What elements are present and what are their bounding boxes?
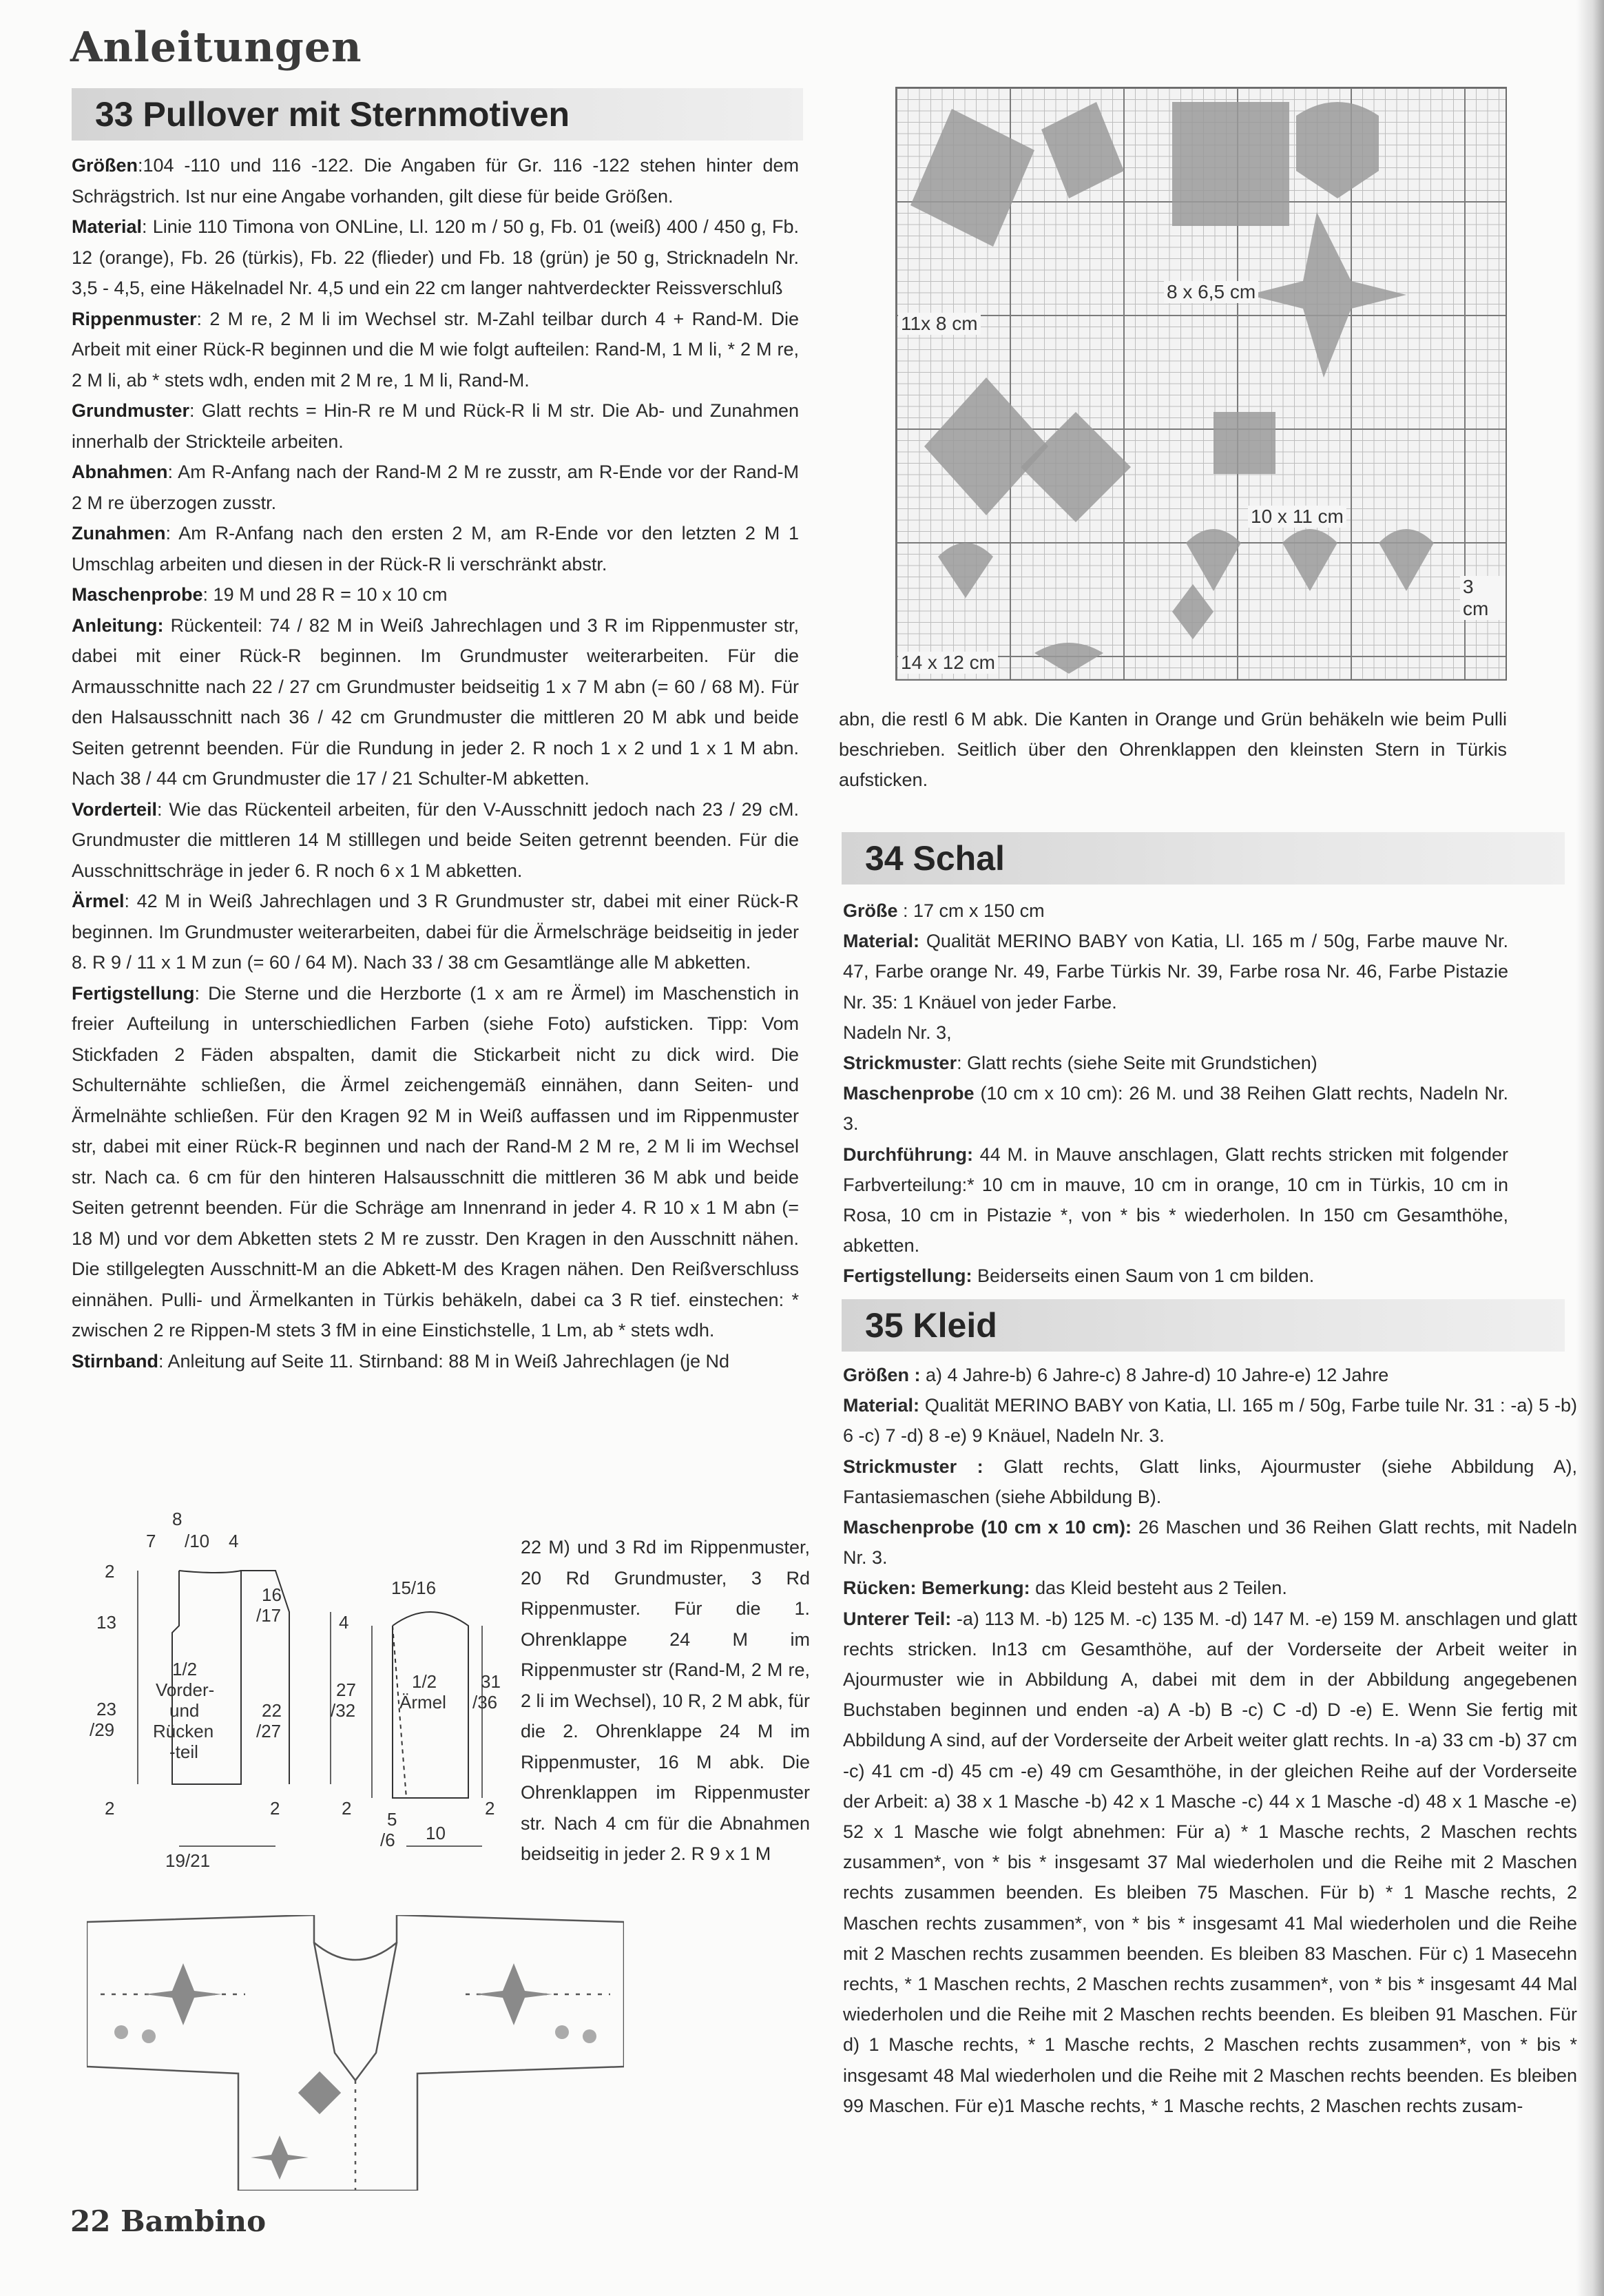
- s35-keyword: Unterer Teil:: [843, 1608, 952, 1629]
- s35-keyword: Strickmuster :: [843, 1456, 983, 1477]
- s34-body: Nadeln Nr. 3,: [843, 1022, 952, 1043]
- s33-keyword: Zunahmen: [72, 523, 166, 544]
- sch-sleeve-5: 5: [387, 1809, 397, 1830]
- sch-sleeve-4: 4: [339, 1612, 349, 1633]
- s33-paragraph: [72, 1346, 799, 1377]
- s35-paragraph: [843, 1512, 1577, 1573]
- sch-sleeve-2b: 2: [485, 1798, 495, 1819]
- s33-body: : Am R-Anfang nach den ersten 2 M, am R-Ende vor den letzten 2 M 1 Umschlag arbeiten und diesen in der Rück-R li verschränkt abstr.: [72, 523, 799, 575]
- sch-label-16: 16: [262, 1584, 282, 1605]
- sch-sleeve-15-16: 15/16: [391, 1578, 437, 1598]
- sch-label-2b: 2: [105, 1798, 115, 1819]
- chart-grid: [897, 88, 1506, 679]
- s35-keyword: Größen :: [843, 1365, 921, 1385]
- s33-keyword: Abnahmen: [72, 462, 168, 482]
- s35-body: -a) 113 M. -b) 125 M. -c) 135 M. -d) 147 M. -e) 159 M. anschlagen und glatt rechts stricken. In13 cm Gesamthöhe, auf der Vorderseite der Arbeit weiter in Ajourmuster wie in Abbildung A, dabei mit dem in der Abbildung angegebenen Buchstaben beginnen und enden -a) A -b) B -c) C -d) D -e) E. Wenn Sie fertig mit Abbildung A sind, auf der Vorderseite der Arbeit weiter glatt rechts. In -a) 33 cm -b) 37 cm -c) 41 cm -d) 45 cm -e) 49 cm Gesamthöhe, in der gleichen Reihe auf der Vorderseite der Arbeit: a) 38 x 1 Masche -b) 42 x 1 Masche -c) 44 x 1 Masche -d) 48 x 1 Masche -e) 52 x 1 Masche wie folgt abnehmen: Für a) * 1 Masche rechts, 2 Maschen rechts zusammen*, von * bis * insgesamt 37 Mal wiederholen und die Reihe mit 2 Maschen rechts zusammen beenden. Es bleiben 75 Maschen. Für b) * 1 Masche rechts, 2 Maschen rechts zusammen*, von * bis * insgesamt 41 Mal wiederholen und die Reihe mit 2 Maschen rechts zusammen beenden. Es bleiben 83 Maschen. Für c) 1 Masecehn rechts, * 1 Maschen rechts, 2 Maschen rechts zusammen*, von * bis * insgesamt 44 Mal wiederholen und die Reihe mit 2 Maschen rechts beenden. Es bleiben 91 Maschen. Für d) 1 Masche rechts, * 1 Masche rechts, 2 Maschen rechts zusammen*, von * bis * insgesamt 48 Mal wiederholen und die Reihe mit 2 Maschen rechts beenden. Es bleiben 99 Maschen. Für e)1 Masche rechts, * 1 Masche rechts, 2 Maschen rechts zusam-: [843, 1608, 1578, 2116]
- sch-sleeve-2a: 2: [342, 1798, 352, 1819]
- sch-label-29: /29: [90, 1719, 115, 1740]
- s33-body: : 2 M re, 2 M li im Wechsel str. M-Zahl teilbar durch 4 + Rand-M. Die Arbeit mit einer Rück-R beginnen und die M wie folgt aufteilen: Rand-M, 1 M li, * 2 M re, 2 M li, ab * stets wdh, enden mit 2 M re, 1 M li, Rand-M.: [72, 308, 799, 391]
- chart-motif-shape: [1186, 529, 1241, 591]
- s33-paragraph: [72, 518, 799, 579]
- s35-body: das Kleid besteht aus 2 Teilen.: [1030, 1578, 1287, 1599]
- chart-label-11x8: 11x 8 cm: [898, 313, 981, 335]
- s35-body: 26 Maschen und 36 Reihen Glatt rechts, mit Nadeln Nr. 3.: [843, 1517, 1577, 1569]
- s34-paragraph: [843, 926, 1508, 1017]
- s35-paragraph: [843, 1451, 1577, 1512]
- s34-body: : Glatt rechts (siehe Seite mit Grundstichen): [957, 1053, 1317, 1074]
- s34-keyword: Größe: [843, 900, 898, 921]
- sch-label-13: 13: [96, 1612, 116, 1633]
- s34-keyword: Durchführung:: [843, 1144, 973, 1165]
- sch-label-half: 1/2: [172, 1659, 198, 1679]
- sch-label-17: /17: [256, 1605, 282, 1626]
- sch-label-vorder: Vorder-: [156, 1679, 215, 1700]
- s33-body: : Am R-Anfang nach der Rand-M 2 M re zusstr, am R-Ende vor der Rand-M 2 M re überzogen zusstr.: [72, 462, 799, 513]
- sch-sleeve-half: 1/2: [412, 1671, 437, 1692]
- sch-label-7: 7: [146, 1531, 156, 1551]
- sch-label-ruecken: Rücken: [153, 1721, 214, 1741]
- sch-label-23: 23: [96, 1699, 116, 1719]
- s35-body: a) 4 Jahre-b) 6 Jahre-c) 8 Jahre-d) 10 Jahre-e) 12 Jahre: [920, 1365, 1389, 1385]
- s33-paragraph: [72, 886, 799, 978]
- sch-label-teil: -teil: [169, 1741, 198, 1762]
- chart-motif-shape: [910, 109, 1034, 247]
- star-motif-chart: [895, 87, 1507, 681]
- s33-body: : Anleitung auf Seite 11. Stirnband: 88 M in Weiß Jahrechlagen (je Nd: [158, 1350, 729, 1372]
- sch-label-10: /10: [185, 1531, 210, 1551]
- chart-motif-shape: [1296, 102, 1379, 198]
- chart-motif-shape: [1172, 584, 1214, 639]
- sch-sleeve-31: 31: [481, 1671, 501, 1692]
- s33-keyword: Material: [72, 216, 143, 237]
- section-34-heading: 34 Schal: [842, 832, 1565, 885]
- pattern-schematic: [69, 1509, 799, 1908]
- s33-keyword: Größen: [72, 155, 138, 176]
- s33-keyword: Anleitung:: [72, 614, 164, 636]
- page-title: Anleitungen: [70, 23, 362, 72]
- s34-body: 44 M. in Mauve anschlagen, Glatt rechts stricken mit folgender Farbverteilung:* 10 cm in mauve, 10 cm in orange, 10 cm in Türkis, 10 cm in Rosa, 10 cm in Pistazie *, von * bis * wiederholen. In 150 cm Gesamthöhe, abketten.: [843, 1144, 1508, 1256]
- s35-body: Qualität MERINO BABY von Katia, Ll. 165 m / 50g, Farbe tuile Nr. 31 : -a) 5 -b) 6 -c) 7 -d) 8 -e) 9 Knäuel, Nadeln Nr. 3.: [843, 1395, 1577, 1447]
- sch-sleeve-27: 27: [336, 1679, 356, 1700]
- s35-keyword: Material:: [843, 1395, 920, 1416]
- sch-sleeve-aermel: Ärmel: [399, 1692, 446, 1713]
- chart-label-14x12: 14 x 12 cm: [898, 652, 998, 674]
- s35-keyword: Rücken: Bemerkung:: [843, 1578, 1030, 1599]
- s33-body: : 42 M in Weiß Jahrechlagen und 3 R Grundmuster str, dabei mit einer Rück-R beginnen. Im Grundmuster weiterarbeiten, dabei für die Ärmelschräge beidseitig in jeder 8. R 9 / 11 x 1 M zun (= 60 / 64 M). Nach 33 / 38 cm Gesamtlänge alle M abketten.: [72, 891, 799, 973]
- s33-paragraph: [72, 978, 799, 1346]
- s35-paragraph: [843, 1573, 1577, 1603]
- s33-keyword: Grundmuster: [72, 400, 190, 421]
- s33-paragraph: [72, 150, 799, 211]
- chart-motif-shape: [938, 543, 993, 598]
- s35-body: Glatt rechts, Glatt links, Ajourmuster (siehe Abbildung A), Fantasiemaschen (siehe Abbildung B).: [843, 1456, 1577, 1507]
- s33-paragraph: [72, 211, 799, 304]
- sch-sleeve-10: 10: [426, 1823, 446, 1843]
- s33-body: : Wie das Rückenteil arbeiten, für den V-Ausschnitt jedoch nach 23 / 29 cM. Grundmuster die mittleren 14 M stilllegen und beide Seiten getrennt beenden. Für die Ausschnittschräge in jeder 6. R noch 6 x 1 M abketten.: [72, 798, 799, 881]
- chart-label-8x6-5: 8 x 6,5 cm: [1164, 281, 1258, 303]
- s33-keyword: Fertigstellung: [72, 982, 195, 1004]
- s33-paragraph: [72, 304, 799, 396]
- sch-sleeve-36: /36: [472, 1692, 498, 1713]
- s33-keyword: Ärmel: [72, 891, 125, 911]
- s33-body: : Die Sterne und die Herzborte (1 x am re Ärmel) im Maschenstich in freier Aufteilung in unterschiedlichen Farben (siehe Foto) aufsticken. Tipp: Vom Stickfaden 2 Fäden abspalten, damit die Stickarbeit nicht zu dick wird. Die Schulternähte schließen, die Ärmel zeichengemäß einnähen, dann Seiten- und Ärmelnähte schließen. Für den Kragen 92 M in Weiß auffassen und im Rippenmuster str, dabei mit einer Rück-R beginnen und nach der Rand-M 2 M re, 2 M li im Wechsel str. Nach ca. 6 cm für den hinteren Halsausschnitt die mittleren 36 M abk und beide Seiten getrennt beenden. Für die Schräge am Innenrand in jeder 4. R 10 x 1 M abn (= 18 M) und vor dem Abketten stets 2 M re zusstr. Den Kragen in den Ausschnitt nähen. Die stillgelegten Ausschnitt-M an die Abkett-M des Kragen nähen. Den Reißverschluss einnähen. Pulli- und Ärmelkanten in Türkis behäkeln, dabei ca 3 R tief. einstechen: * zwischen 2 re Rippen-M stets 3 fM in eine Einstichstelle, 1 Lm, ab * stets wdh.: [72, 982, 799, 1341]
- s33-keyword: Stirnband: [72, 1350, 158, 1372]
- sch-label-2a: 2: [105, 1561, 115, 1582]
- right-cont-text: abn, die restl 6 M abk. Die Kanten in Orange und Grün behäkeln wie beim Pulli beschrieben. Seitlich über den Ohrenklappen den kleinsten Stern in Türkis aufsticken.: [839, 709, 1507, 791]
- stirnband-cont-text: 22 M) und 3 Rd im Rippenmuster, 20 Rd Grundmuster, 3 Rd Rippenmuster. Für die 1. Ohrenklappe 24 M im Rippenmuster str (Rand-M, 2 M re, 2 li im Wechsel), 10 R, 2 M abk, für die 2. Ohrenklappe 24 M im Rippenmuster, 16 M abk. Die Ohrenklappen im Rippenmuster str. Nach 4 cm für die Abnahmen beidseitig in jeder 2. R 9 x 1 M: [521, 1537, 810, 1864]
- page-edge-shadow: [1576, 0, 1604, 2296]
- s34-paragraph: [843, 1017, 1508, 1048]
- s33-body: : Linie 110 Timona von ONLine, Ll. 120 m / 50 g, Fb. 01 (weiß) 400 / 450 g, Fb. 12 (orange), Fb. 26 (türkis), Fb. 22 (flieder) und Fb. 18 (grün) je 50 g, Stricknadeln Nr. 3,5 - 4,5, eine Häkelnadel Nr. 4,5 und ein 22 cm langer nahtverdeckter Reissverschluß: [72, 216, 799, 298]
- s34-paragraph: [843, 1139, 1508, 1261]
- sch-label-19-21: 19/21: [165, 1850, 211, 1871]
- sweater-illustration: [87, 1915, 624, 2191]
- s33-keyword: Maschenprobe: [72, 584, 203, 605]
- section-33-right-cont: [839, 704, 1507, 796]
- s35-paragraph: [843, 1390, 1577, 1451]
- s35-paragraph: [843, 1604, 1577, 2121]
- section-35-heading: 35 Kleid: [842, 1299, 1565, 1352]
- s35-paragraph: [843, 1360, 1577, 1390]
- sch-label-und: und: [169, 1700, 200, 1721]
- page-footer: 22 Bambino: [70, 2204, 267, 2238]
- chart-motif-shape: [1214, 412, 1275, 474]
- s34-keyword: Maschenprobe: [843, 1083, 975, 1104]
- s34-body: : 17 cm x 150 cm: [897, 900, 1045, 921]
- s34-body: Beiderseits einen Saum von 1 cm bilden.: [972, 1265, 1315, 1287]
- s35-keyword: Maschenprobe (10 cm x 10 cm):: [843, 1517, 1132, 1538]
- s34-body: Qualität MERINO BABY von Katia, Ll. 165 m / 50g, Farbe mauve Nr. 47, Farbe orange Nr. 49, Farbe Türkis Nr. 39, Farbe rosa Nr. 46, Farbe Pistazie Nr. 35: 1 Knäuel von jeder Farbe.: [843, 931, 1508, 1013]
- s34-paragraph: [843, 1078, 1508, 1139]
- s33-keyword: Rippenmuster: [72, 308, 197, 329]
- sch-label-2c: 2: [270, 1798, 280, 1819]
- s34-paragraph: [843, 896, 1508, 926]
- s33-paragraph: [72, 610, 799, 794]
- s33-body: Rückenteil: 74 / 82 M in Weiß Jahrechlagen und 3 R im Rippenmuster str, dabei mit einer Rück-R beginnen. Im Grundmuster weiterarbeiten. Für die Armausschnitte nach 22 / 27 cm Grundmuster beidseitig 1 x 7 M abn (= 60 / 68 M). Für den Halsausschnitt nach 36 / 42 cm Grundmuster die mittleren 20 M abk und beide Seiten getrennt beenden. Für die Rundung in jeder 2. R noch 1 x 2 und 1 x 1 M abn. Nach 38 / 44 cm Grundmuster die 17 / 21 Schulter-M abketten.: [72, 614, 799, 789]
- s34-body: (10 cm x 10 cm): 26 M. und 38 Reihen Glatt rechts, Nadeln Nr. 3.: [843, 1083, 1508, 1135]
- chart-motif-shape: [924, 378, 1048, 515]
- s33-paragraph: [72, 579, 799, 610]
- chart-motif-shape: [1379, 529, 1434, 591]
- s34-paragraph: [843, 1261, 1508, 1291]
- s33-paragraph: [72, 457, 799, 518]
- s33-body: : Glatt rechts = Hin-R re M und Rück-R li M str. Die Ab- und Zunahmen innerhalb der Strickteile arbeiten.: [72, 400, 799, 452]
- chart-motif-shape: [1172, 102, 1289, 226]
- chart-motif-shape: [1282, 529, 1337, 591]
- chart-label-3cm: 3 cm: [1460, 576, 1506, 620]
- chart-motif-shape: [1041, 102, 1124, 198]
- s33-body: : 19 M und 28 R = 10 x 10 cm: [202, 584, 448, 605]
- sch-sleeve-6: /6: [380, 1830, 395, 1850]
- s33-keyword: Vorderteil: [72, 798, 158, 820]
- s33-paragraph: [72, 794, 799, 887]
- sch-label-27: /27: [256, 1721, 282, 1741]
- section-34-text: [843, 896, 1508, 1292]
- section-33-text: [72, 150, 799, 1376]
- sch-label-8: 8: [172, 1509, 183, 1529]
- section-33-heading: 33 Pullover mit Sternmotiven: [72, 88, 803, 141]
- sch-label-22: 22: [262, 1700, 282, 1721]
- sch-sleeve-32: /32: [331, 1700, 356, 1721]
- section-35-text: [843, 1360, 1577, 2121]
- s34-keyword: Strickmuster: [843, 1053, 957, 1074]
- sch-label-4: 4: [229, 1531, 239, 1551]
- s33-paragraph: [72, 395, 799, 457]
- s33-body: :104 -110 und 116 -122. Die Angaben für Gr. 116 -122 stehen hinter dem Schrägstrich. Ist nur eine Angabe vorhanden, gilt diese für beide Größen.: [72, 155, 799, 207]
- s34-keyword: Material:: [843, 931, 920, 952]
- s34-paragraph: [843, 1048, 1508, 1078]
- chart-label-10x11: 10 x 11 cm: [1248, 506, 1346, 528]
- s34-keyword: Fertigstellung:: [843, 1265, 972, 1287]
